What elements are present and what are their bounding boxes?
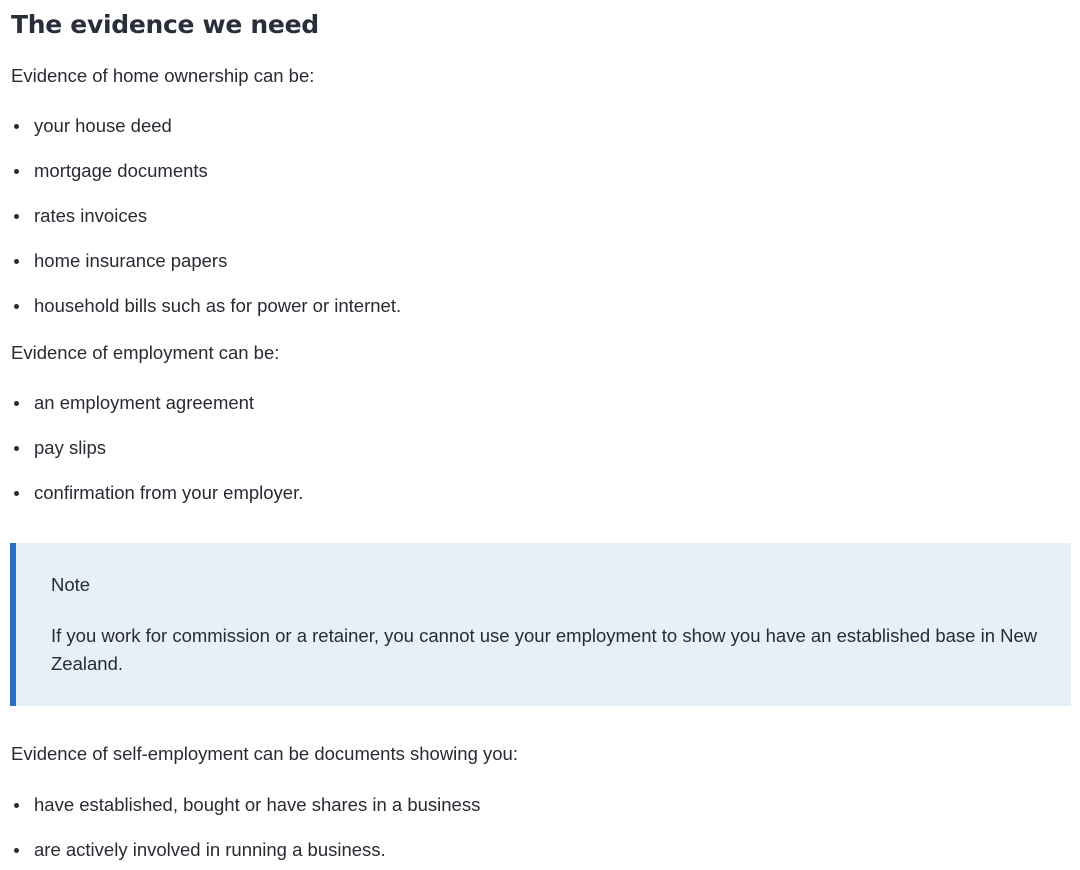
bullet-icon <box>14 446 19 451</box>
list-item-text: household bills such as for power or internet. <box>34 295 402 316</box>
note-callout <box>10 543 1071 706</box>
bullet-icon <box>14 304 19 309</box>
list-item-text: pay slips <box>34 437 106 458</box>
list-item-text: home insurance papers <box>34 250 228 271</box>
self-employment-intro: Evidence of self-employment can be documents showing you: <box>11 743 518 764</box>
list-item-text: mortgage documents <box>34 160 208 181</box>
bullet-icon <box>14 214 19 219</box>
list-item-text: have established, bought or have shares in a business <box>34 794 481 815</box>
employment-intro: Evidence of employment can be: <box>11 342 280 363</box>
note-title: Note <box>51 574 91 595</box>
bullet-icon <box>14 848 19 853</box>
list-item-text: your house deed <box>34 115 172 136</box>
bullet-icon <box>14 169 19 174</box>
list-item-text: an employment agreement <box>34 392 255 413</box>
list-item-text: confirmation from your employer. <box>34 482 304 503</box>
bullet-icon <box>14 491 19 496</box>
bullet-icon <box>14 259 19 264</box>
page-heading: The evidence we need <box>11 10 319 39</box>
bullet-icon <box>14 401 19 406</box>
list-item-text: are actively involved in running a business. <box>34 839 386 860</box>
home-ownership-intro: Evidence of home ownership can be: <box>11 65 315 86</box>
bullet-icon <box>14 124 19 129</box>
list-item-text: rates invoices <box>34 205 148 226</box>
bullet-icon <box>14 803 19 808</box>
note-body: If you work for commission or a retainer, you cannot use your employment to show you have an established base in New Zealand. <box>51 625 1038 674</box>
